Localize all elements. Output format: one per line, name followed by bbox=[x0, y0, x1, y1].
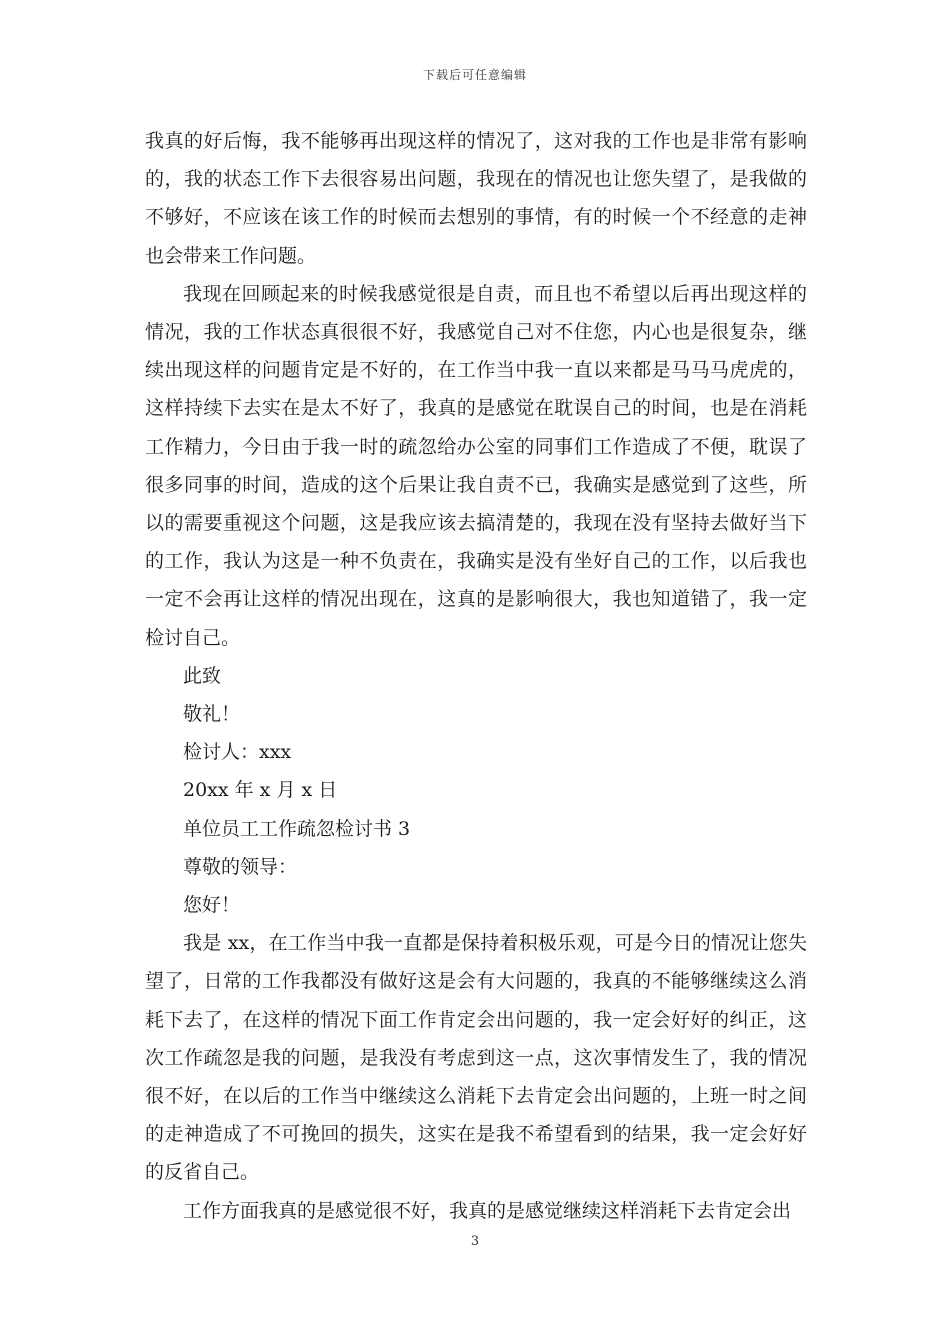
salutation-line: 尊敬的领导： bbox=[183, 855, 298, 878]
closing-line-2: 敬礼！ bbox=[183, 703, 241, 726]
page-number: 3 bbox=[470, 1234, 480, 1249]
paragraph-continued: 我真的好后悔，我不能够再出现这样的情况了，这对我的工作也是非常有影响的，我的状态工作下去很容易出问题，我现在的情况也让您失望了，是我做的不够好，不应该在该工作的时候而去想别的事情，有的时候一个不经意的走神也会带来工作问题。 bbox=[145, 130, 807, 267]
section-title: 单位员工工作疏忽检讨书 3 bbox=[183, 817, 411, 840]
page-header: 下载后可任意编辑 bbox=[422, 68, 527, 82]
date-line: 20xx 年 x 月 x 日 bbox=[183, 779, 338, 802]
paragraph-work-aspect: 工作方面我真的是感觉很不好，我真的是感觉继续这样消耗下去肯定会出 bbox=[183, 1199, 792, 1222]
closing-line-1: 此致 bbox=[183, 664, 222, 687]
signer-line: 检讨人：xxx bbox=[183, 741, 292, 764]
paragraph-self-reflection: 我现在回顾起来的时候我感觉很是自责，而且也不希望以后再出现这样的情况，我的工作状态真很很不好，我感觉自己对不住您，内心也是很复杂，继续出现这样的问题肯定是不好的，在工作当中我一直以来都是马马马虎虎的，这样持续下去实在是太不好了，我真的是感觉在耽误自己的时间，也是在消耗工作精力，今日由于我一时的疏忽给办公室的同事们工作造成了不便，耽误了很多同事的时间，造成的这个后果让我自责不已，我确实是感觉到了这些，所以的需要重视这个问题，这是我应该去搞清楚的，我现在没有坚持去做好当下的工作，我认为这是一种不负责在，我确实是没有坐好自己的工作，以后我也一定不会再让这样的情况出现在，这真的是影响很大，我也知道错了，我一定检讨自己。 bbox=[145, 282, 807, 649]
document-body bbox=[145, 122, 807, 1230]
paragraph-introduction: 我是 xx，在工作当中我一直都是保持着积极乐观，可是今日的情况让您失望了，日常的工作我都没有做好这是会有大问题的，我真的不能够继续这么消耗下去了，在这样的情况下面工作肯定会出问题的，我一定会好好的纠正，这次工作疏忽是我的问题，是我没有考虑到这一点，这次事情发生了，我的情况很不好，在以后的工作当中继续这么消耗下去肯定会出问题的，上班一时之间的走神造成了不可挽回的损失，这实在是我不希望看到的结果，我一定会好好的反省自己。 bbox=[145, 932, 807, 1184]
greeting-line: 您好！ bbox=[183, 894, 241, 917]
